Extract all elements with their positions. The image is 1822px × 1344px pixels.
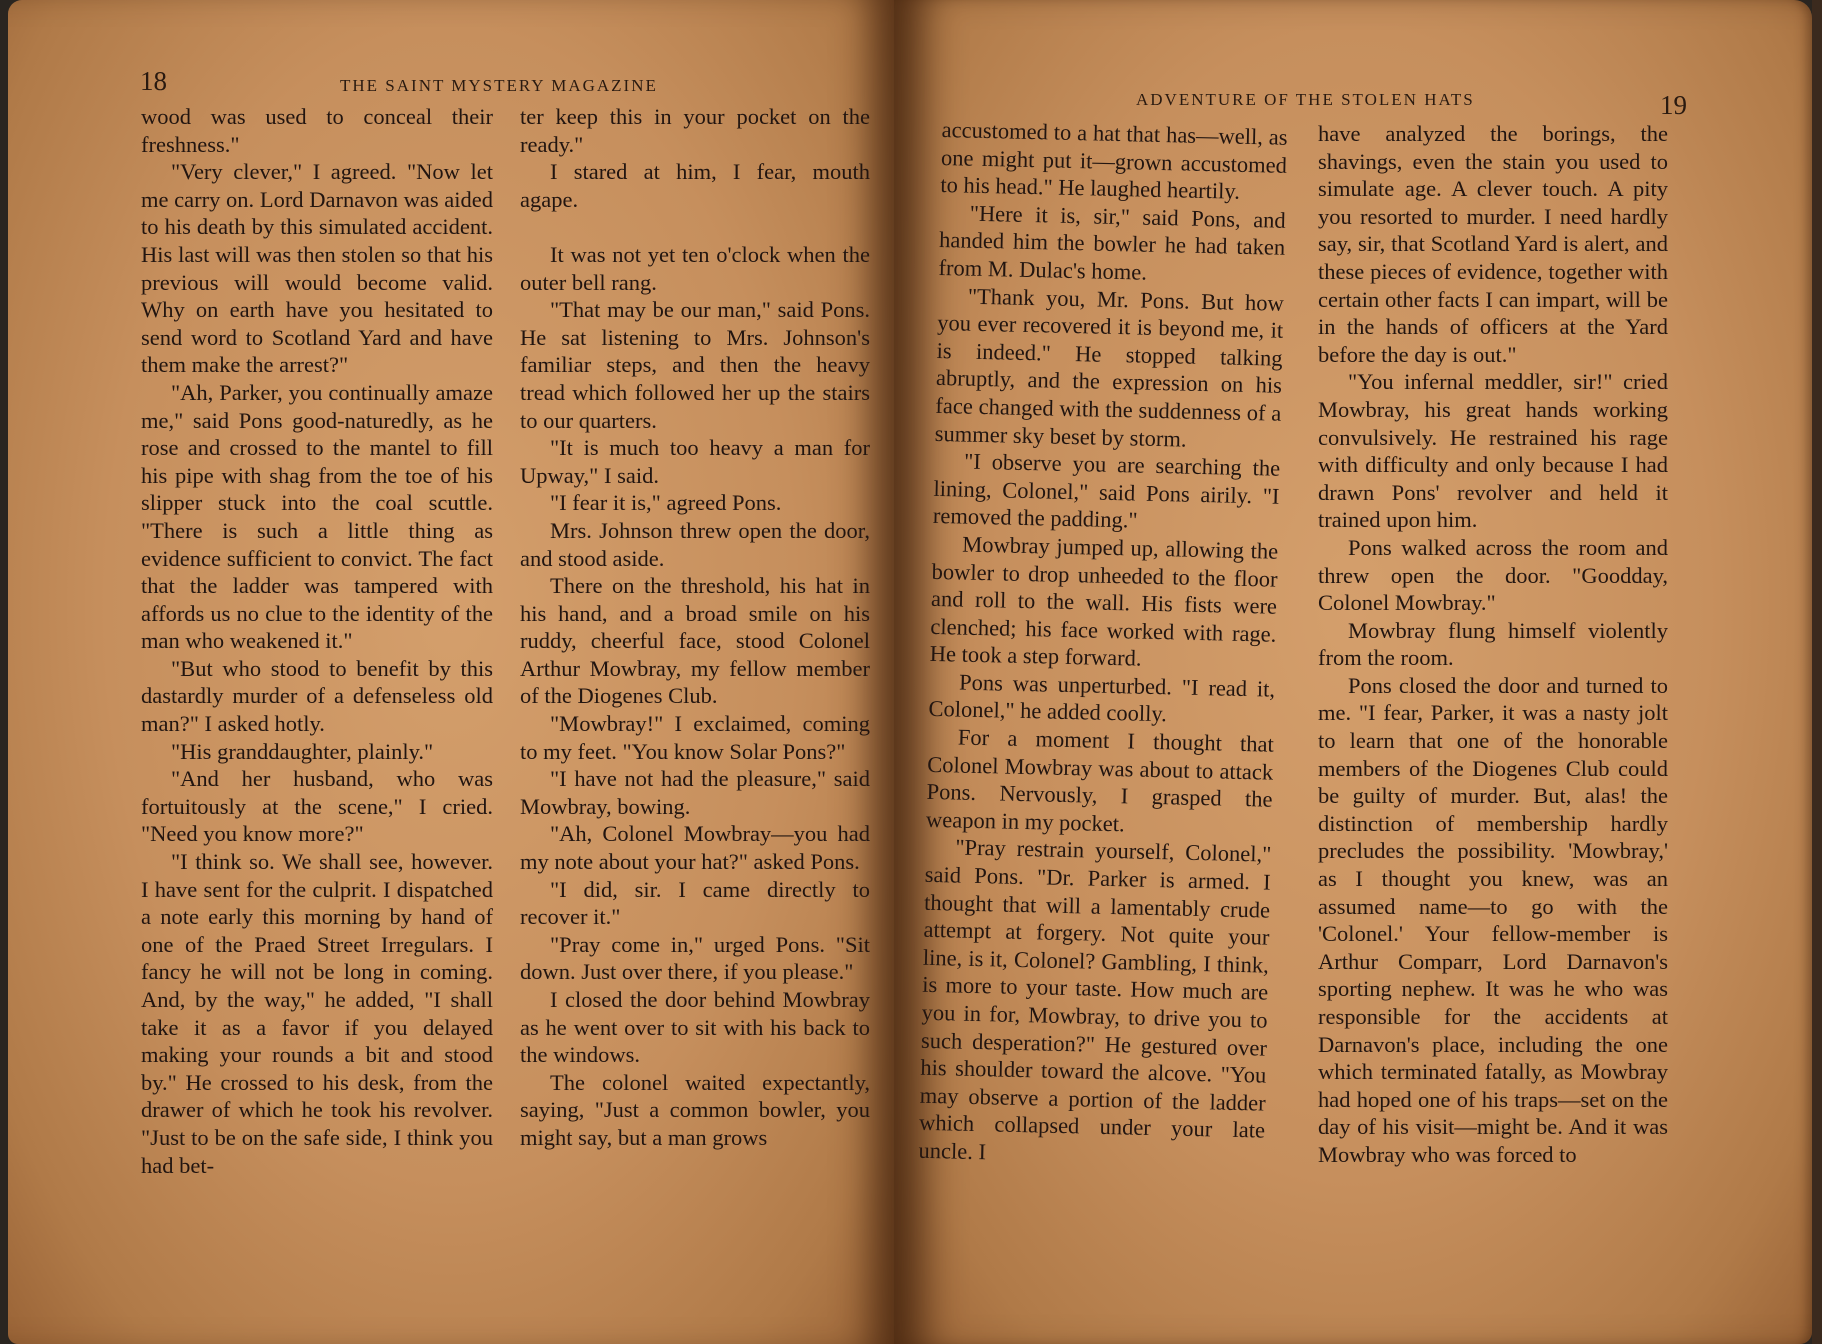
paragraph: Mrs. Johnson threw open the door, and stood aside. [520,517,870,571]
paragraph: "Pray restrain yourself, Colonel," said Pons. "Dr. Parker is armed. I thought that will a lamentably crude attempt at forgery. Not quite your line, is it, Colonel? Gambling, I think, is more to your taste. How much are you in for, Mowbray, to drive you to such desperation?" He gestured over his shoulder toward the alcove. "You may observe a portion of the ladder which collapsed under your late uncle. I [918,834,1272,1165]
paragraph: "Pray come in," urged Pons. "Sit down. Just over there, if you please." [520,931,870,985]
left-column-1 [141,103,493,1179]
paragraph: "I did, sir. I came directly to recover it." [520,876,870,930]
paragraph: "Ah, Parker, you continually amaze me," said Pons good-naturedly, as he rose and crossed to the mantel to fill his pipe with shag from the toe of his slipper stuck into the coal scuttle. "There is such a little thing as evidence sufficient to convict. The fact that the ladder was tampered with affords us no clue to the identity of the man who weakened it." [141,379,493,654]
paragraph: "Thank you, Mr. Pons. But how you ever recovered it is beyond me, it is indeed." He stopped talking abruptly, and the expression on his face changed with the suddenness of a summer sky beset by storm. [934,283,1285,452]
book-cover-edge [1812,0,1822,1344]
paragraph: It was not yet ten o'clock when the outer bell rang. [520,241,870,295]
paragraph: I closed the door behind Mowbray as he went over to sit with his back to the windows. [520,987,870,1068]
paragraph: "I observe you are searching the lining, Colonel," said Pons airily. "I removed the padding." [932,448,1281,533]
paragraph: ter keep this in your pocket on the ready." [520,104,870,157]
paragraph: The colonel waited expectantly, saying, "Just a common bowler, you might say, but a man grows [520,1069,870,1150]
left-column-2 [520,103,870,1152]
paragraph: Mowbray jumped up, allowing the bowler to drop unheeded to the floor and roll to the wall. His fists were clenched; his face worked with rage. He took a step forward. [929,531,1279,671]
paragraph: Mowbray flung himself violently from the room. [1318,617,1668,671]
paragraph: "I have not had the pleasure," said Mowbray, bowing. [520,766,870,819]
paragraph: "You infernal meddler, sir!" cried Mowbray, his great hands working convulsively. He restrained his rage with difficulty and only because I had drawn Pons' revolver and held it trained upon him. [1318,369,1668,533]
paragraph: I stared at him, I fear, mouth agape. [520,159,870,212]
right-running-head: ADVENTURE OF THE STOLEN HATS [1136,90,1475,109]
paragraph: "But who stood to benefit by this dastardly murder of a defenseless old man?" I asked hotly. [141,655,493,737]
paragraph: accustomed to a hat that has—well, as one might put it—grown accustomed to his head." He laughed heartily. [940,116,1288,204]
paragraph: "I fear it is," agreed Pons. [550,490,782,516]
paragraph: For a moment I thought that Colonel Mowbray was about to attack Pons. Nervously, I grasped the weapon in my pocket. [925,724,1275,837]
paragraph: "Very clever," I agreed. "Now let me carry on. Lord Darnavon was aided to his death by this simulated accident. His last will was then stolen so that his previous will would become valid. Why on earth have you hesitated to send word to Scotland Yard and have them make the arrest?" [141,159,493,378]
left-page [8,0,894,1344]
paragraph: There on the threshold, his hat in his hand, and a broad smile on his ruddy, cheerful face, stood Colonel Arthur Mowbray, my fellow member of the Diogenes Club. [520,573,870,709]
right-page-number: 19 [1660,90,1687,120]
paragraph: "His granddaughter, plainly." [171,738,434,764]
left-running-head: THE SAINT MYSTERY MAGAZINE [340,76,658,95]
paragraph: Pons walked across the room and threw open the door. "Goodday, Colonel Mowbray." [1318,534,1668,616]
left-page-number: 18 [140,66,167,96]
paragraph: "And her husband, who was fortuitously at the scene," I cried. "Need you know more?" [141,766,493,847]
paragraph: "Ah, Colonel Mowbray—you had my note about your hat?" asked Pons. [520,821,870,875]
paragraph: "Mowbray!" I exclaimed, coming to my feet. "You know Solar Pons?" [520,711,870,764]
paragraph: wood was used to conceal their freshness." [141,104,493,157]
paragraph: Pons closed the door and turned to me. "I fear, Parker, it was a nasty jolt to learn that one of the honorable members of the Diogenes Club could be guilty of murder. But, alas! the distinction of membership hardly precludes the possibility. 'Mowbray,' as I thought you knew, was an assumed name—to go with the 'Colonel.' Your fellow-member is Arthur Comparr, Lord Darnavon's sporting nephew. It was he who was responsible for the accidents at Darnavon's place, including the one which terminated fatally, as Mowbray had hoped one of his traps—set on the day of his visit—might be. And it was Mowbray who was forced to [1318,672,1668,1167]
paragraph: "I think so. We shall see, however. I have sent for the culprit. I dispatched a note early this morning by hand of one of the Praed Street Irregulars. I fancy he will not be long in coming. And, by the way," he added, "I shall take it as a favor if you delayed making your rounds a bit and stood by." He crossed to his desk, from the drawer of which he took his revolver. "Just to be on the safe side, I think you had bet- [141,849,493,1178]
paragraph: "That may be our man," said Pons. He sat listening to Mrs. Johnson's familiar steps, and then the heavy tread which followed her up the stairs to our quarters. [520,297,870,433]
paragraph: have analyzed the borings, the shavings, even the stain you used to simulate age. A clever touch. A pity you resorted to murder. I need hardly say, sir, that Scotland Yard is alert, and these pieces of evidence, together with certain other facts I can impart, will be in the hands of officers at the Yard before the day is out." [1318,121,1668,367]
right-column-2 [1318,120,1668,1169]
paragraph: "Here it is, sir," said Pons, and handed him the bowler he had taken from M. Dulac's home. [938,200,1287,285]
right-column-1 [918,116,1288,1172]
paragraph: "It is much too heavy a man for Upway," I said. [520,435,870,488]
right-page [894,0,1812,1344]
paragraph: Pons was unperturbed. "I read it, Colonel," he added coolly. [928,669,1276,727]
